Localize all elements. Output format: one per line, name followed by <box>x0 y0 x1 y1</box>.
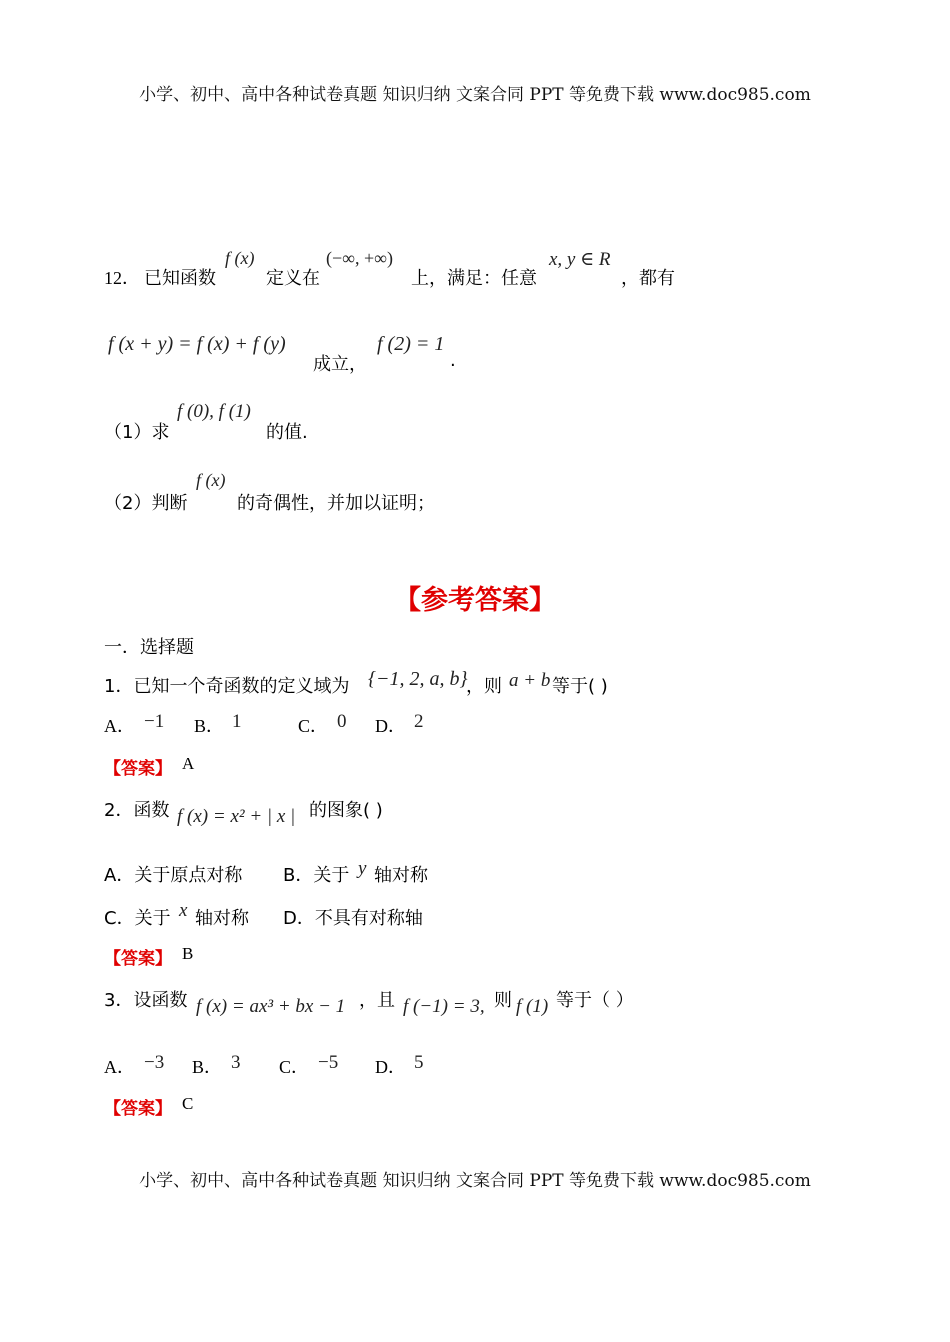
answers-title: 【参考答案】 <box>394 585 556 616</box>
answer-value: C <box>182 1094 194 1113</box>
section-heading: 一．选择题 <box>104 637 194 658</box>
math-expression: f (x) = x² + | x | <box>177 806 296 827</box>
question-text: 则 <box>494 990 512 1011</box>
option-b-label: B．关于 <box>283 865 350 886</box>
math-expression: y <box>358 858 367 879</box>
math-expression: x, y ∈ R <box>549 249 611 270</box>
option-a-value: −3 <box>144 1052 165 1073</box>
option-a-label: A． <box>104 716 135 736</box>
option-a: A．关于原点对称 <box>104 865 243 886</box>
question-text: ，则 <box>466 676 502 697</box>
option-d-label: D． <box>375 716 406 736</box>
option-b-label: B． <box>194 716 225 736</box>
math-expression: f (x + y) = f (x) + f (y) <box>108 333 286 355</box>
option-a-value: −1 <box>144 711 165 732</box>
answer-tag: 【答案】 <box>104 759 172 779</box>
math-expression: f (x) <box>225 248 255 268</box>
option-c-value: −5 <box>318 1052 339 1073</box>
option-b-value: 1 <box>232 711 242 732</box>
math-expression: a + b <box>509 670 551 691</box>
option-c-value: 0 <box>337 711 347 732</box>
question-text: . <box>450 350 456 371</box>
option-d: D．不具有对称轴 <box>283 908 423 929</box>
question-text: 成立， <box>313 354 367 375</box>
math-expression: f (0), f (1) <box>177 401 251 422</box>
answer-tag: 【答案】 <box>104 1099 172 1119</box>
question-text: 等于（ ） <box>556 990 634 1011</box>
math-expression: f (x) <box>196 470 226 490</box>
option-b-label: B． <box>192 1057 223 1077</box>
question-text: 1．已知一个奇函数的定义域为 <box>104 676 350 697</box>
answer-tag: 【答案】 <box>104 949 172 969</box>
option-b-value: 3 <box>231 1052 241 1073</box>
option-b-text: 轴对称 <box>374 865 428 886</box>
answer-value: A <box>182 754 195 773</box>
option-c-text: 轴对称 <box>195 908 249 929</box>
question-text: 定义在 <box>266 268 320 289</box>
math-expression: f (x) = ax³ + bx − 1 <box>196 996 346 1017</box>
question-text: 2．函数 <box>104 800 170 821</box>
answer-value: B <box>182 944 194 963</box>
question-text: 等于( ) <box>552 676 608 697</box>
math-expression: (−∞, +∞) <box>326 248 393 268</box>
question-text: 上，满足：任意 <box>411 268 537 289</box>
question-text: ，且 <box>359 990 395 1011</box>
page-header: 小学、初中、高中各种试卷真题 知识归纳 文案合同 PPT 等免费下载 www.doc985.com <box>139 85 811 105</box>
question-text: 已知函数 <box>144 268 216 289</box>
question-text: 的图象( ) <box>309 800 383 821</box>
subquestion-label: （2）判断 <box>104 493 188 514</box>
question-number: 12． <box>104 268 140 288</box>
subquestion-text: 的奇偶性，并加以证明； <box>237 493 435 514</box>
question-text: ，都有 <box>621 268 675 289</box>
option-c-label: C．关于 <box>104 908 171 929</box>
math-expression: f (1) <box>516 996 549 1017</box>
math-expression: f (2) = 1 <box>377 333 445 355</box>
math-expression: {−1, 2, a, b} <box>368 668 468 690</box>
option-d-label: D． <box>375 1057 406 1077</box>
page-footer: 小学、初中、高中各种试卷真题 知识归纳 文案合同 PPT 等免费下载 www.doc985.com <box>139 1171 811 1191</box>
option-c-label: C． <box>298 716 329 736</box>
option-d-value: 5 <box>414 1052 424 1073</box>
subquestion-label: （1）求 <box>104 422 170 443</box>
option-c-label: C． <box>279 1057 310 1077</box>
subquestion-text: 的值. <box>266 422 308 443</box>
option-a-label: A． <box>104 1057 135 1077</box>
math-expression: x <box>179 900 188 921</box>
math-expression: f (−1) = 3, <box>403 996 485 1017</box>
option-d-value: 2 <box>414 711 424 732</box>
question-text: 3．设函数 <box>104 990 188 1011</box>
